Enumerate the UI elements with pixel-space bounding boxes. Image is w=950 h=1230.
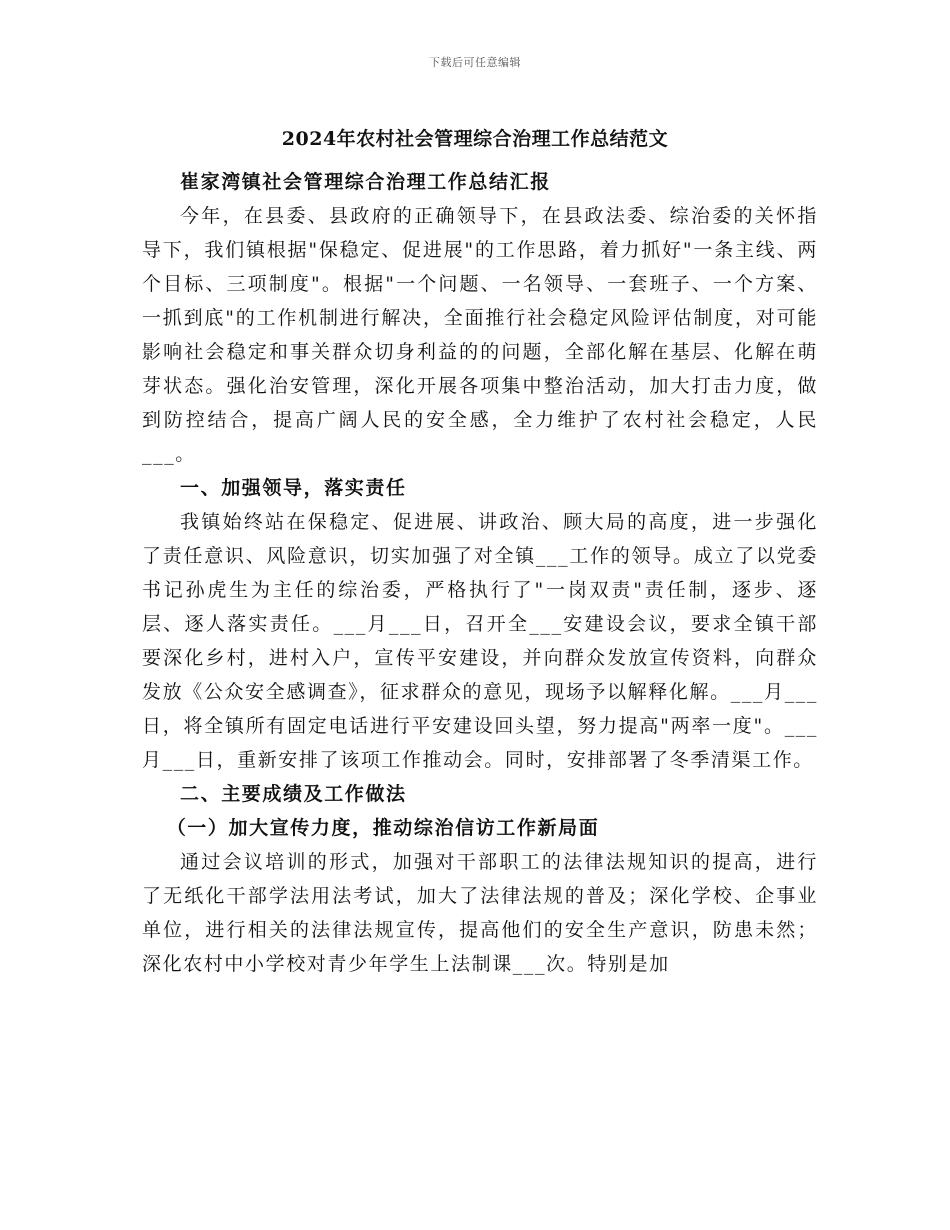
section-1-paragraph: 我镇始终站在保稳定、促进展、讲政治、顾大局的高度，进一步强化了责任意识、风险意识，切实加强了对全镇___工作的领导。成立了以党委书记孙虎生为主任的综治委，严格执行了"一岗双责"责任制，逐步、逐层、逐人落实责任。___月___日，召开全___安建设会议，要求全镇干部要深化乡村，进村入户，宣传平安建设，并向群众发放宣传资料，向群众发放《公众安全感调查》，征求群众的意见，现场予以解释化解。___月___日，将全镇所有固定电话进行平安建设回头望，努力提高"两率一度"。___月___日，重新安排了该项工作推动会。同时，安排部署了冬季清渠工作。: [142, 511, 818, 771]
section-1-heading: 一、加强领导，落实责任: [180, 477, 407, 499]
section-2-subsection-1-paragraph: 通过会议培训的形式，加强对干部职工的法律法规知识的提高，进行了无纸化干部学法用法考试，加大了法律法规的普及；深化学校、企事业单位，进行相关的法律法规宣传，提高他们的安全生产意识，防患未然；深化农村中小学校对青少年学生上法制课___次。特别是加: [142, 851, 818, 975]
document-title: 2024年农村社会管理综合治理工作总结范文: [281, 128, 669, 150]
document-body: [142, 165, 818, 981]
section-2-subsection-1-heading: （一）加大宣传力度，推动综治信访工作新局面: [166, 817, 600, 839]
watermark-text: 下载后可任意编辑: [429, 56, 521, 69]
section-2-heading: 二、主要成绩及工作做法: [180, 783, 407, 805]
intro-paragraph: 今年，在县委、县政府的正确领导下，在县政法委、综治委的关怀指导下，我们镇根据"保稳定、促进展"的工作思路，着力抓好"一条主线、两个目标、三项制度"。根据"一个问题、一名领导、一套班子、一个方案、一抓到底"的工作机制进行解决，全面推行社会稳定风险评估制度，对可能影响社会稳定和事关群众切身利益的的问题，全部化解在基层、化解在萌芽状态。强化治安管理，深化开展各项集中整治活动，加大打击力度，做到防控结合，提高广阔人民的安全感，全力维护了农村社会稳定，人民___。: [142, 205, 818, 465]
document-subtitle: 崔家湾镇社会管理综合治理工作总结汇报: [180, 171, 551, 193]
